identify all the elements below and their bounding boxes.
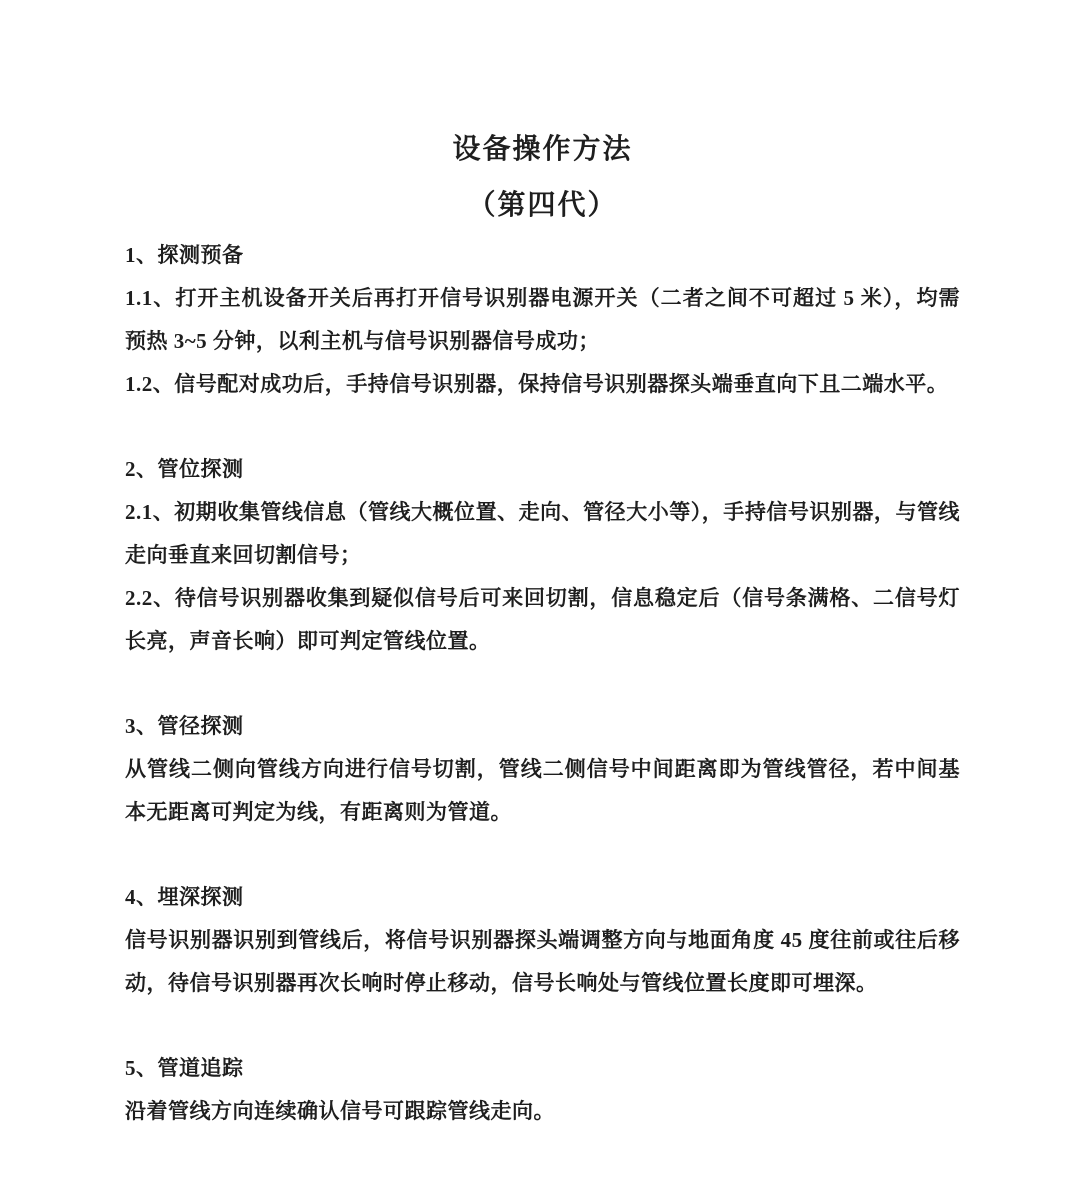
paragraph: 信号识别器识别到管线后，将信号识别器探头端调整方向与地面角度 45 度往前或往后移动，待信号识别器再次长响时停止移动，信号长响处与管线位置长度即可埋深。 bbox=[125, 928, 960, 995]
paragraph: 2.1、初期收集管线信息（管线大概位置、走向、管径大小等），手持信号识别器，与管线走向垂直来回切割信号； bbox=[125, 500, 960, 567]
section-detection-preparation bbox=[125, 234, 960, 406]
paragraph: 1.1、打开主机设备开关后再打开信号识别器电源开关（二者之间不可超过 5 米），均需预热 3~5 分钟，以利主机与信号识别器信号成功； bbox=[125, 286, 960, 353]
section-heading: 5、管道追踪 bbox=[125, 1056, 244, 1080]
section-pipe-position-detection bbox=[125, 448, 960, 663]
section-heading: 4、埋深探测 bbox=[125, 885, 244, 909]
section-pipeline-tracking bbox=[125, 1047, 960, 1133]
section-burial-depth-detection bbox=[125, 876, 960, 1005]
paragraph: 2.2、待信号识别器收集到疑似信号后可来回切割，信息稳定后（信号条满格、二信号灯长亮，声音长响）即可判定管线位置。 bbox=[125, 586, 960, 653]
paragraph: 沿着管线方向连续确认信号可跟踪管线走向。 bbox=[125, 1099, 555, 1123]
section-pipe-diameter-detection bbox=[125, 705, 960, 834]
section-heading: 1、探测预备 bbox=[125, 243, 244, 267]
paragraph: 1.2、信号配对成功后，手持信号识别器，保持信号识别器探头端垂直向下且二端水平。 bbox=[125, 372, 949, 396]
paragraph: 从管线二侧向管线方向进行信号切割，管线二侧信号中间距离即为管线管径，若中间基本无距离可判定为线，有距离则为管道。 bbox=[125, 757, 960, 824]
document-subtitle: （第四代） bbox=[467, 190, 618, 221]
section-heading: 3、管径探测 bbox=[125, 714, 244, 738]
section-heading: 2、管位探测 bbox=[125, 457, 244, 481]
document-body bbox=[125, 234, 960, 1133]
document-title: 设备操作方法 bbox=[452, 134, 633, 165]
